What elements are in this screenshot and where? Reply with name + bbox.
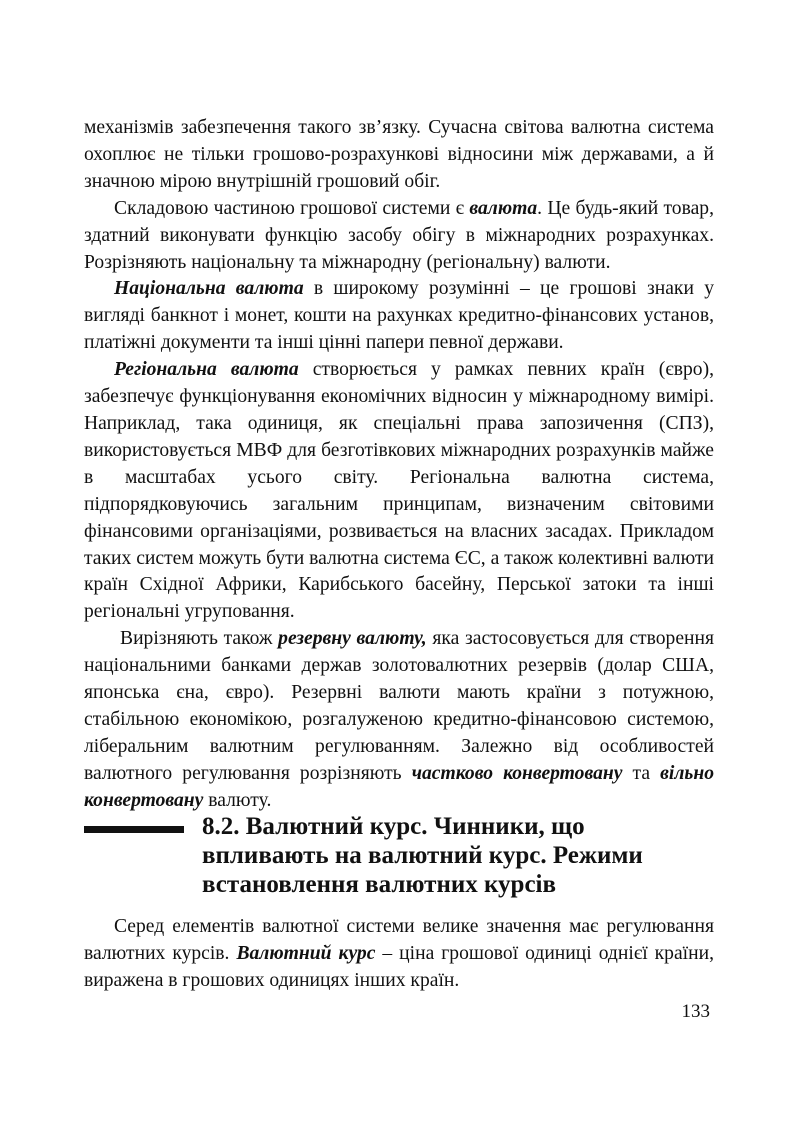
term-partially-convertible: частково конвертовану [411,762,623,784]
paragraph-2-pre: Складовою частиною грошової системи є [114,197,470,219]
paragraph-5-mid2: та [622,762,661,784]
paragraph-4 [84,357,714,626]
heading-bar-decoration [84,826,184,833]
section-paragraph-pre: Серед елементів валютної системи велике значення має регулювання валютних курсів. [84,916,714,964]
paragraph-5-post: валюту. [203,789,272,811]
paragraph-3-post: в широкому розумінні – це грошові знаки у вигляді банкнот і монет, кошти на рахунках кредитно-фінансових установ, платіжні документи та інші цінні папери певної держави. [84,278,714,354]
paragraph-5-mid1: яка застосовується для створення національними банками держав золотовалютних резервів (долар США, японська єна, євро). Резервні валюти мають країни з потужною, стабільною економікою, розгалуженою кредитно-фінансовою системою, ліберальним валютним регулюванням. Залежно від особливостей валютного регулювання розрізняють [84,628,715,784]
paragraph-3 [84,276,714,357]
term-exchange-rate: Валютний курс [236,942,376,964]
section-paragraph-post: – ціна грошової одиниці однієї країни, виражена в грошових одиницях інших країн. [84,942,714,991]
paragraph-4-post: створюється у рамках певних країн (євро), забезпечує функціонування економічних відносин у міжнародному вимірі. Наприклад, така одиниця, як спеціальні права запозичення (СПЗ), використовується МВФ для безготівкових міжнародних розрахунків майже в масштабах усього світу. Регіональна валютна система, підпорядковуючись загальним принципам, визначеним світовими фінансовими організаціями, розвивається на власних засадах. Прикладом таких систем можуть бути валютна система ЄС, а також колективні валюти країн Східної Африки, Карибського басейну, Перської затоки та інші регіональні угруповання. [84,359,714,623]
section-text-block [84,914,714,995]
term-freely-convertible: вільно конвертовану [84,762,715,811]
paragraph-5 [84,626,714,814]
paragraph-2-post: . Це будь-який товар, здатний виконувати функцію засобу обігу в міжнародних розрахунках. Розрізняють національну та міжнародну (регіональну) валюти. [84,197,714,273]
paragraph-2 [84,196,714,277]
term-national-currency: Національна валюта [114,278,304,300]
section-title: 8.2. Валютний курс. Чинники, що впливають на валютний курс. Режими встановлення валютних курсів [202,813,643,898]
term-regional-currency: Регіональна валюта [114,359,299,381]
term-valiuta: валюта [469,197,538,219]
paragraph-5-pre: Вирізняють також [120,628,279,650]
section-paragraph-1 [84,914,714,995]
paragraph-1: механізмів забезпечення такого зв’язку. Сучасна світова валютна система охоплює не тільки грошово-розрахункові відносини між державами, а й значною мірою внутрішній грошовий обіг. [84,117,714,192]
page-number: 133 [681,1001,710,1022]
term-reserve-currency: резервну валюту, [278,628,427,650]
main-text-block [84,115,714,815]
